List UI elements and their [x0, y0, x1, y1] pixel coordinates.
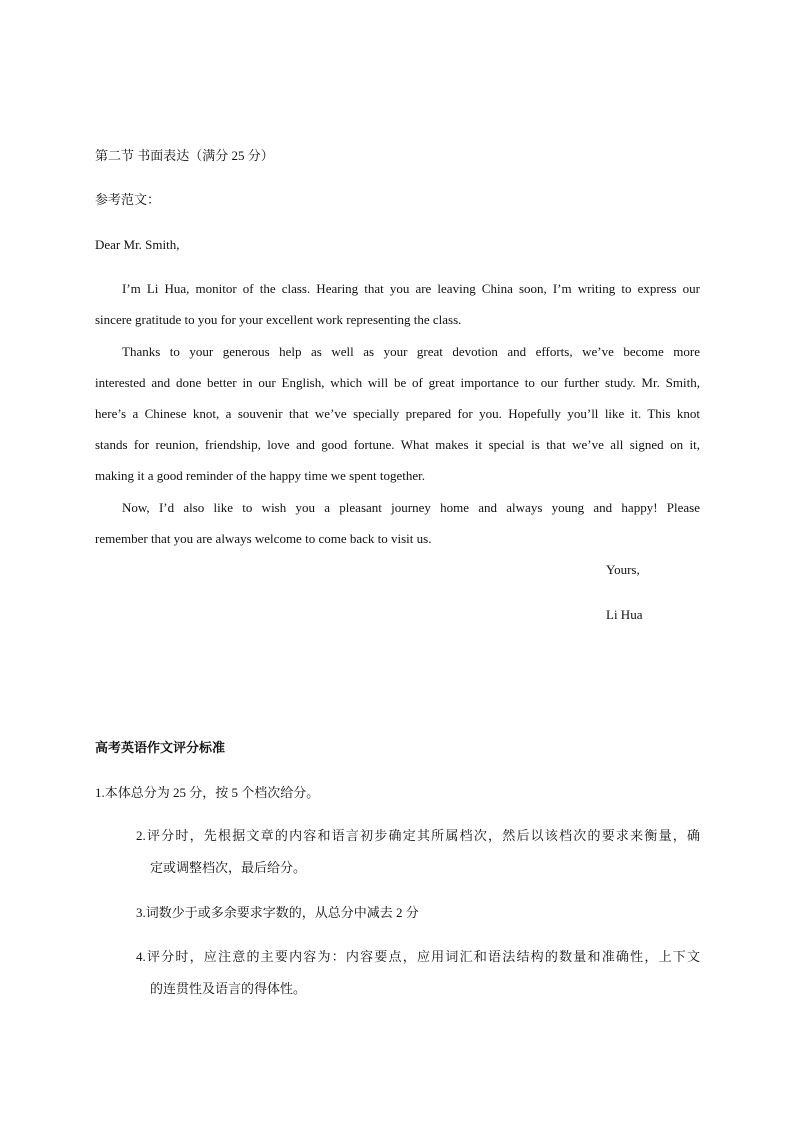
rubric-title: 高考英语作文评分标准	[95, 740, 226, 755]
letter-paragraph-1-line-1: I’m Li Hua, monitor of the class. Hearing that you are leaving China soon, I’m writing to express our	[122, 281, 700, 296]
rubric-item-4-line-2: 的连贯性及语言的得体性。	[150, 981, 307, 996]
rubric-item-2-line-2: 定或调整档次，最后给分。	[150, 860, 307, 875]
letter-paragraph-2-line-3: here’s a Chinese knot, a souvenir that we’ve specially prepared for you. Hopefully you’ll like it. This knot	[95, 406, 700, 421]
letter-closing: Yours,	[606, 562, 640, 577]
section-title: 第二节 书面表达（满分 25 分）	[95, 148, 274, 163]
rubric-item-4-line-1: 4.评分时，应注意的主要内容为：内容要点，应用词汇和语法结构的数量和准确性，上下文	[136, 949, 700, 964]
letter-paragraph-2-line-4: stands for reunion, friendship, love and good fortune. What makes it special is that we’ve all signed on it,	[95, 437, 700, 452]
letter-paragraph-2-line-5: making it a good reminder of the happy time we spent together.	[95, 468, 425, 483]
letter-paragraph-1-line-2: sincere gratitude to you for your excellent work representing the class.	[95, 312, 462, 327]
rubric-item-3: 3.词数少于或多余要求字数的，从总分中减去 2 分	[136, 905, 419, 920]
letter-salutation: Dear Mr. Smith,	[95, 237, 180, 252]
rubric-item-1: 1.本体总分为 25 分，按 5 个档次给分。	[95, 785, 320, 800]
letter-paragraph-2-line-2: interested and done better in our English, which will be of great importance to our further study. Mr. Smith,	[95, 375, 700, 390]
letter-paragraph-3-line-1: Now, I’d also like to wish you a pleasant journey home and always young and happy! Please	[122, 500, 700, 515]
rubric-item-2-line-1: 2.评分时，先根据文章的内容和语言初步确定其所属档次，然后以该档次的要求来衡量，确	[136, 828, 700, 843]
letter-signature: Li Hua	[606, 607, 643, 622]
letter-paragraph-2-line-1: Thanks to your generous help as well as your great devotion and efforts, we’ve become more	[122, 344, 700, 359]
sample-label: 参考范文：	[95, 192, 161, 207]
letter-paragraph-3-line-2: remember that you are always welcome to come back to visit us.	[95, 531, 432, 546]
